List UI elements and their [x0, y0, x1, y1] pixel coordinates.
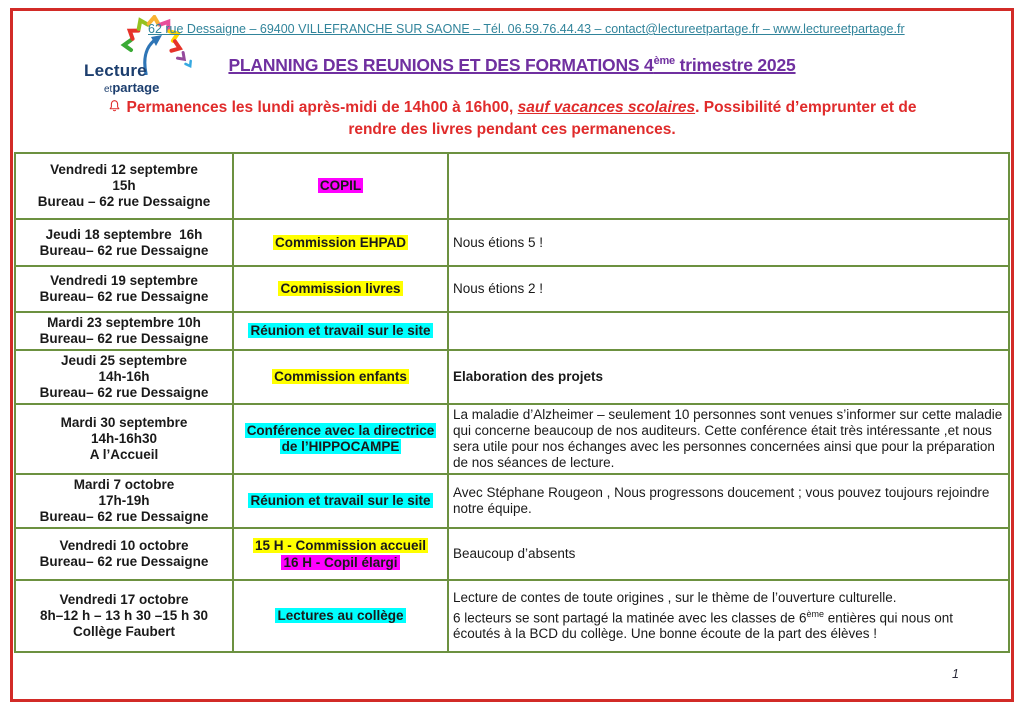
date-line: Bureau– 62 rue Dessaigne: [39, 385, 209, 400]
event-label: Commission enfants: [274, 369, 407, 384]
notice-lead: Permanences les lundi après-midi de 14h00 à 16h00,: [126, 99, 518, 116]
description-line: 6 lecteurs se sont partagé la matinée avec les classes de 6ème entières qui nous ont écoutés à la BCD du collège. Une bonne écoute de la part des élèves !: [453, 608, 954, 642]
notice-line2: rendre des livres pendant ces permanences.: [348, 121, 676, 138]
description-line: Avec Stéphane Rougeon , Nous progressons doucement ; vous pouvez toujours rejoindre notre équipe.: [453, 485, 990, 516]
event-cell: [233, 528, 448, 580]
table-row: [15, 153, 1009, 219]
permanences-notice: [19, 97, 1005, 141]
event-label: Commission EHPAD: [274, 234, 407, 250]
date-line: Bureau – 62 rue Dessaigne: [37, 194, 211, 209]
title-superscript: ème: [653, 55, 675, 68]
description-cell: [448, 474, 1009, 528]
table-row: [15, 350, 1009, 404]
date-line: Mardi 30 septembre: [60, 415, 188, 430]
title-tail: trimestre 2025: [674, 55, 796, 75]
description-cell: [448, 312, 1009, 350]
event-cell: [233, 404, 448, 474]
table-row: [15, 266, 1009, 312]
description-line: Nous étions 2 !: [453, 281, 544, 296]
date-line: 15h: [112, 178, 136, 193]
document-page: [10, 8, 1014, 702]
date-location-cell: [15, 404, 233, 474]
description-line: Lecture de contes de toute origines , sur le thème de l’ouverture culturelle.: [453, 589, 897, 605]
planning-table: [14, 152, 1010, 653]
event-cell: [233, 350, 448, 404]
description-cell: [448, 404, 1009, 474]
event-label: Commission livres: [280, 281, 401, 296]
description-cell: [448, 219, 1009, 266]
date-location-cell: [15, 580, 233, 652]
description-cell: [448, 153, 1009, 219]
notice-after: . Possibilité d’emprunter et de: [695, 99, 917, 116]
event-label: COPIL: [319, 178, 362, 193]
logo-text-lecture: Lecture: [84, 61, 147, 80]
date-location-cell: [15, 219, 233, 266]
date-location-cell: [15, 350, 233, 404]
date-line: Jeudi 18 septembre 16h: [45, 226, 203, 242]
event-label: Réunion et travail sur le site: [250, 493, 431, 508]
table-row: [15, 219, 1009, 266]
date-location-cell: [15, 153, 233, 219]
event-cell: [233, 580, 448, 652]
planning-table-body: [15, 153, 1009, 652]
event-cell: [233, 474, 448, 528]
date-line: Bureau– 62 rue Dessaigne: [39, 509, 209, 524]
date-line: Bureau– 62 rue Dessaigne: [39, 331, 209, 346]
description-cell: [448, 580, 1009, 652]
date-line: Bureau– 62 rue Dessaigne: [39, 554, 209, 569]
date-line: Bureau– 62 rue Dessaigne: [39, 289, 209, 304]
date-location-cell: [15, 528, 233, 580]
description-line: La maladie d’Alzheimer – seulement 10 personnes sont venues s’informer sur cette maladie qui concerne beaucoup de nos auditeurs. Cette conférence était très intéressante ,et nous sera utile pour nos échanges avec les personnes concernées ainsi que pour la préparation de nos séances de lecture.: [453, 407, 1003, 470]
logo-text-et-partage: etpartage: [104, 80, 160, 95]
date-location-cell: [15, 266, 233, 312]
description-cell: [448, 266, 1009, 312]
event-label: Conférence avec la directrice de l’HIPPOCAMPE: [246, 423, 435, 454]
date-line: Collège Faubert: [72, 624, 175, 639]
table-row: [15, 312, 1009, 350]
date-line: Mardi 23 septembre 10h: [47, 315, 201, 330]
date-line: Vendredi 12 septembre: [50, 162, 198, 177]
date-line: Vendredi 17 octobre: [59, 592, 189, 607]
description-cell: [448, 528, 1009, 580]
event-label: 15 H - Commission accueil: [254, 537, 427, 553]
event-label: 16 H - Copil élargi: [283, 554, 398, 570]
notice-emphasis: sauf vacances scolaires: [517, 99, 696, 116]
event-cell: [233, 153, 448, 219]
description-line: Beaucoup d’absents: [453, 546, 576, 561]
date-line: 14h-16h: [98, 369, 150, 384]
event-label: Réunion et travail sur le site: [250, 323, 431, 338]
event-cell: [233, 266, 448, 312]
title-main: PLANNING DES REUNIONS ET DES FORMATIONS 4: [228, 55, 654, 75]
event-cell: [233, 219, 448, 266]
page-number: 1: [952, 667, 959, 681]
event-label: Lectures au collège: [277, 608, 404, 623]
date-line: A l’Accueil: [89, 447, 159, 462]
date-line: 8h–12 h – 13 h 30 –15 h 30: [39, 608, 209, 623]
date-location-cell: [15, 312, 233, 350]
table-row: [15, 404, 1009, 474]
page-title: [13, 55, 1011, 76]
date-location-cell: [15, 474, 233, 528]
event-cell: [233, 312, 448, 350]
description-line: Nous étions 5 !: [453, 234, 544, 250]
date-line: 14h-16h30: [90, 431, 158, 446]
date-line: 17h-19h: [98, 493, 150, 508]
table-row: [15, 580, 1009, 652]
table-row: [15, 474, 1009, 528]
contact-address-link[interactable]: 62 rue Dessaigne – 69400 VILLEFRANCHE SUR SAONE – Tél. 06.59.76.44.43 – contact@lectureetpartage.fr – www.lectureetpartage.fr: [148, 22, 905, 36]
date-line: Mardi 7 octobre: [73, 477, 175, 492]
date-line: Bureau– 62 rue Dessaigne: [39, 242, 209, 258]
table-row: [15, 528, 1009, 580]
description-line: Elaboration des projets: [453, 369, 604, 384]
date-line: Jeudi 25 septembre: [60, 353, 188, 368]
date-line: Vendredi 19 septembre: [50, 273, 198, 288]
description-cell: [448, 350, 1009, 404]
bell-icon: [107, 98, 122, 114]
date-line: Vendredi 10 octobre: [59, 538, 189, 553]
